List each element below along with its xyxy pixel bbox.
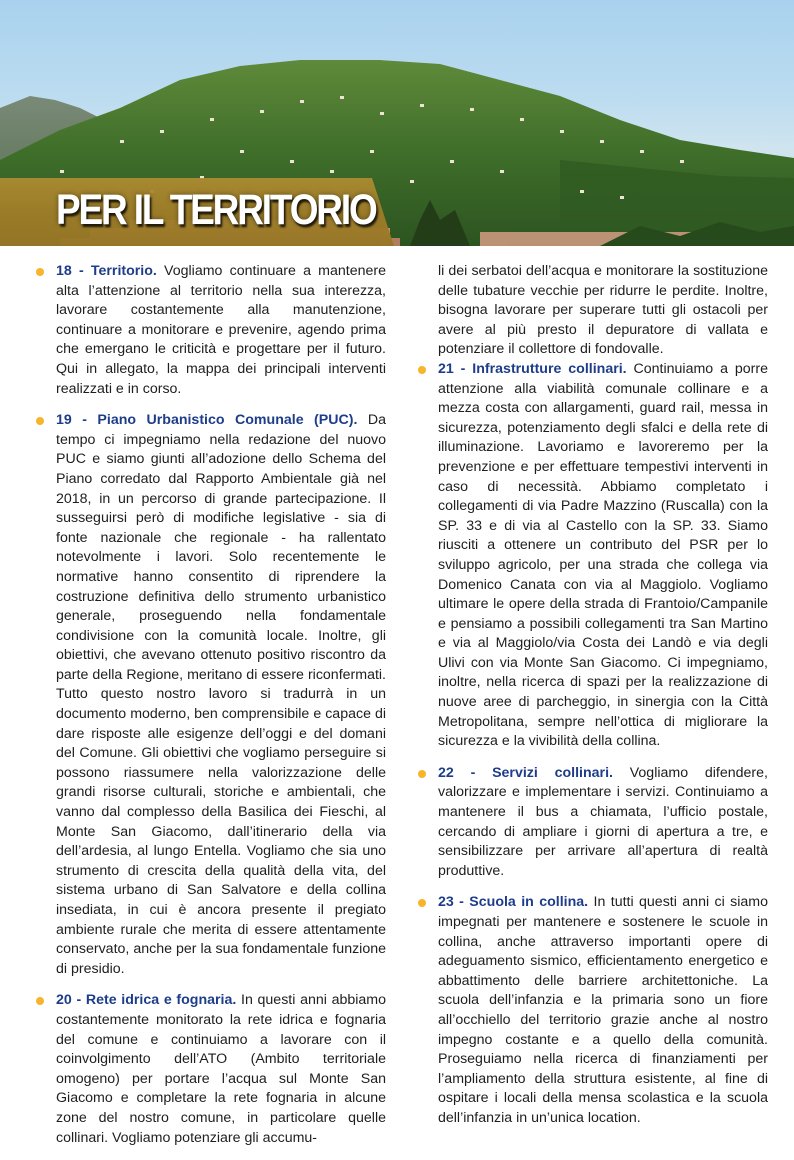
list-item-22	[438, 764, 768, 882]
item-body: Continuiamo a porre attenzione alla viabilità comunale collinare e a mezza costa con allargamenti, guard rail, messa in sicurezza, potenziamento degli sfalci e della rete di illuminazione. Lavoriamo e lavoreremo per la prevenzione e per effettuare tempestivi interventi in caso di necessità. Abbiamo completato i collegamenti di via Padre Mazzino (Ruscalla) con la SP. 33 e di via al Castello con la SP. 33. Siamo riusciti a ottenere un contributo del PSR per lo sviluppo agricolo, per una strada che collega via Domenico Canata con via al Maggiolo. Vogliamo ultimare le opere della strada di Frantoio/Campanile e pensiamo a possibili collegamenti tra San Martino e via al Maggiolo/via Costa dei Landò e via degli Ulivi con via Monte San Giacomo. Ci impegniamo, inoltre, nella ricerca di spazi per la realizzazione di nuove aree di parcheggio, in sinergia con la Città Metropolitana, sempre nell’ottica di migliorare la sicurezza e la vivibilità della collina.	[438, 360, 768, 750]
item-heading: 22 - Servizi collinari.	[438, 764, 613, 781]
bullet-icon	[36, 268, 44, 276]
list-item-18	[56, 262, 386, 399]
item-body: In questi anni abbiamo costantemente monitorato la rete idrica e fognaria del comune e continuiamo a lavorare con il coinvolgimento dell’ATO (Ambito territoriale omogeno) per portare l’acqua sul Monte San Giacomo e completare la rete fognaria in alcune zone del nostro comune, in particolare quelle collinari. Vogliamo potenziare gli accumu-	[56, 992, 386, 1146]
bullet-icon	[418, 366, 426, 374]
list-item-21	[438, 360, 768, 752]
right-column	[438, 262, 768, 1160]
bullet-icon	[418, 770, 426, 778]
item-body: Vogliamo difendere, valorizzare e implementare i servizi. Continuiamo a mantenere il bus a chiamata, l’ufficio postale, cercando di ampliare i giorni di apertura a tre, e sensibilizzare per arrivare all’apertura di realtà produttive.	[438, 764, 768, 879]
item-heading: 19 - Piano Urbanistico Comunale (PUC).	[56, 412, 358, 429]
bullet-icon	[36, 997, 44, 1005]
list-item-19	[56, 411, 386, 979]
item-body: Da tempo ci impegniamo nella redazione del nuovo PUC e siamo giunti all’adozione dello Schema del Piano corredato dal Rapporto Ambientale già nel 2018, in un percorso di grande partecipazione. Il susseguirsi però di modifiche legislative - sia di fonte nazionale che regionale - ha rallentato notevolmente i lavori. Solo recentemente le normative hanno consentito di riprendere la costruzione definitiva dello strumento urbanistico generale, proseguendo nella fondamentale condivisione con la comunità locale. Inoltre, gli obiettivi, che avevano ottenuto positivo riscontro da parte della Regione, meritano di essere riconfermati. Tutto questo nostro lavoro si tradurrà in un documento moderno, ben comprensibile e capace di dare risposte alle esigenze dell’oggi e del domani del Comune. Gli obiettivi che vogliamo perseguire si possono riassumere nella valorizzazione delle grandi risorse culturali, storiche e ambientali, che vanno dal complesso della Basilica dei Fieschi, al Monte San Giacomo, dall’itinerario della via dell’ardesia, al lungo Entella. Vogliamo che sia uno strumento di crescita della qualità della vita, del sistema urbano di San Salvatore e della collina insediata, in cui è ancora presente il pregiato ambiente rurale che merita di essere attentamente conservato, anche per la sua fondamentale funzione di presidio.	[56, 412, 386, 977]
item-body: In tutti questi anni ci siamo impegnati per mantenere e sostenere le scuole in collina, anche attraverso importanti opere di adeguamento sismico, efficientamento energetico e abbattimento delle barriere architettoniche. La scuola dell’infanzia e la primaria sono un fiore all’occhiello del territorio grazie anche al nostro impegno costante e a quello della comunità. Proseguiamo nella ricerca di finanziamenti per l’ampliamento della struttura esistente, al fine di ospitare i locali della mensa scolastica e la scuola dell’infanzia in un’unica location.	[438, 894, 769, 1126]
left-column	[56, 262, 386, 1160]
content-columns	[56, 262, 768, 1160]
list-item-20	[56, 991, 386, 1148]
item-heading: 21 - Infrastrutture collinari.	[438, 360, 627, 377]
item-body: Vogliamo continuare a mantenere alta l’attenzione al territorio nella sua interezza, lavorare costantemente alla manutenzione, continuare a monitorare e prevenire, agendo prima che emergano le criticità e progettare per il futuro. Qui in allegato, la mappa dei principali interventi realizzati e in corso.	[56, 263, 386, 397]
item-heading: 18 - Territorio.	[56, 263, 157, 279]
bullet-icon	[36, 417, 44, 425]
section-title: PER IL TERRITORIO	[56, 186, 376, 234]
item-20-continuation: li dei serbatoi dell’acqua e monitorare la sostituzione delle tubature vecchie per ridurre le perdite. Inoltre, bisogna lavorare per superare tutti gli ostacoli per avere al più presto il depuratore di vallata e potenziare il collettore di fondovalle.	[438, 263, 768, 358]
list-item-23	[438, 893, 768, 1128]
item-heading: 20 - Rete idrica e fognaria.	[56, 992, 237, 1009]
bullet-icon	[418, 899, 426, 907]
item-heading: 23 - Scuola in collina.	[438, 894, 589, 911]
